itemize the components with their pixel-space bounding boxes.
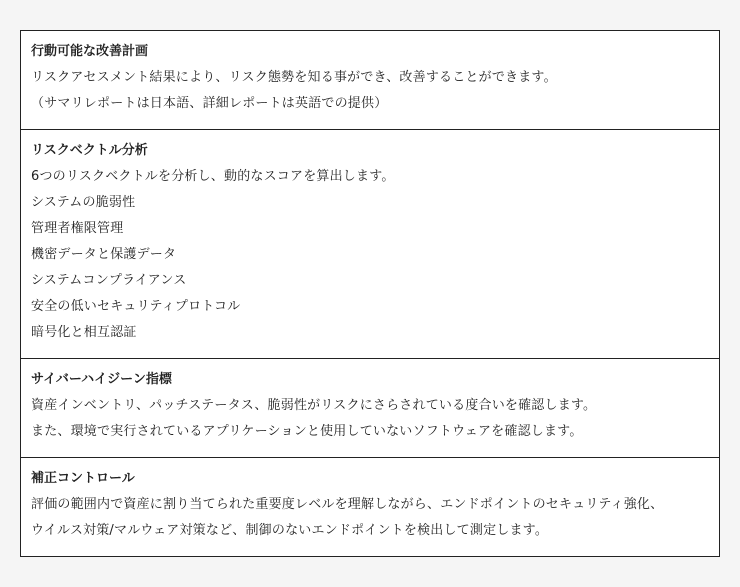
section-text: リスクアセスメント結果により、リスク態勢を知る事ができ、改善することができます。 — [31, 70, 557, 85]
section-text: （サマリレポートは日本語、詳細レポートは英語での提供） — [31, 96, 388, 111]
list-item: システムの脆弱性 — [31, 195, 136, 210]
feature-table — [20, 30, 720, 557]
section-text: 6つのリスクベクトルを分析し、動的なスコアを算出します。 — [31, 169, 395, 184]
section-risk-vector — [21, 130, 719, 359]
list-item: 安全の低いセキュリティプロトコル — [31, 299, 241, 314]
list-item: システムコンプライアンス — [31, 273, 187, 288]
section-text: また、環境で実行されているアプリケーションと使用していないソフトウェアを確認します。 — [31, 424, 583, 439]
section-text: 資産インベントリ、パッチステータス、脆弱性がリスクにさらされている度合いを確認します。 — [31, 398, 597, 413]
section-cyber-hygiene — [21, 359, 719, 458]
list-item: 管理者権限管理 — [31, 221, 124, 236]
list-item: 機密データと保護データ — [31, 247, 177, 262]
section-compensating-controls — [21, 458, 719, 554]
list-item: 暗号化と相互認証 — [31, 325, 137, 340]
top-band — [0, 0, 740, 30]
section-title: 補正コントロール — [31, 471, 135, 486]
section-text: 評価の範囲内で資産に割り当てられた重要度レベルを理解しながら、エンドポイントのセキュリティ強化、 — [31, 497, 664, 512]
section-title: 行動可能な改善計画 — [31, 44, 149, 59]
section-action-plan — [21, 31, 719, 130]
section-title: リスクベクトル分析 — [31, 143, 148, 158]
section-title: サイバーハイジーン指標 — [31, 372, 172, 387]
section-text: ウイルス対策/マルウェア対策など、制御のないエンドポイントを検出して測定します。 — [31, 523, 549, 538]
